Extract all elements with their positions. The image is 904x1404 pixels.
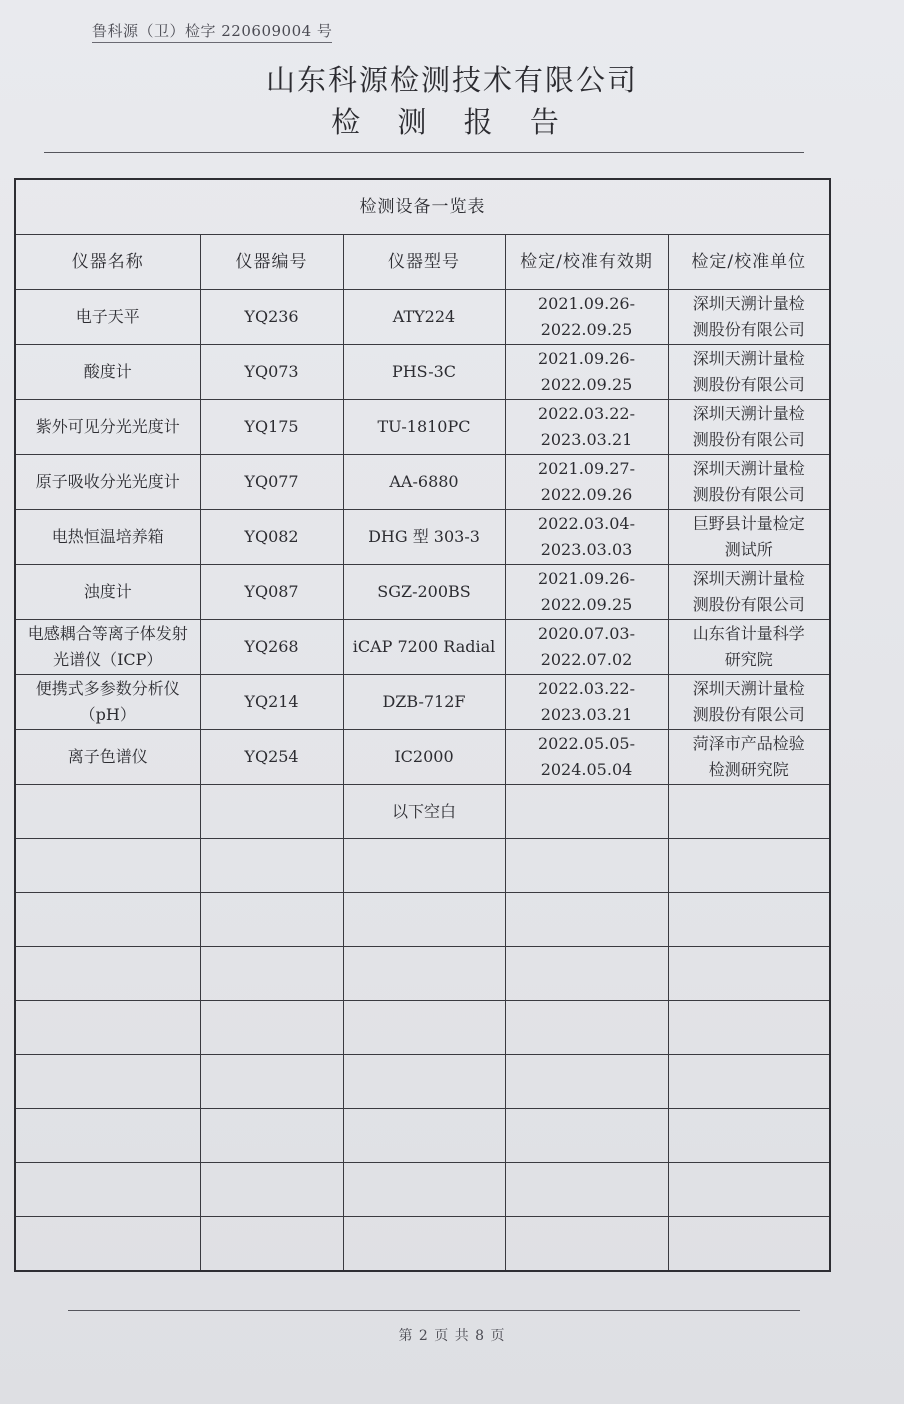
validity-period-cell [505, 290, 668, 345]
instrument-model-cell [343, 620, 505, 675]
instrument-id-cell [200, 510, 343, 565]
instrument-model-cell-text: IC2000 [394, 747, 454, 766]
blank-cell [200, 785, 343, 839]
blank-cell [505, 1055, 668, 1109]
header-divider [44, 152, 804, 153]
column-header: 检定/校准单位 [668, 235, 830, 290]
blank-cell [668, 1109, 830, 1163]
blank-cell [343, 1217, 505, 1272]
blank-cell [200, 1217, 343, 1272]
instrument-name-cell-text: 电子天平 [75, 307, 140, 326]
blank-cell [668, 1001, 830, 1055]
validity-period-cell [505, 510, 668, 565]
blank-cell [668, 839, 830, 893]
blank-cell [668, 1163, 830, 1217]
instrument-model-cell [343, 730, 505, 785]
instrument-name-cell [15, 510, 200, 565]
table-row [15, 510, 830, 565]
blank-cell [505, 1217, 668, 1272]
calibration-unit-cell-text: 巨野县计量检定 [692, 514, 805, 533]
instrument-model-cell [343, 455, 505, 510]
validity-period-cell-text: 2024.05.04 [540, 760, 633, 779]
validity-period-cell-text: 2022.09.26 [540, 485, 633, 504]
validity-period-cell-text: 2023.03.21 [540, 430, 633, 449]
instrument-name-cell-text: 电热恒温培养箱 [51, 527, 164, 546]
validity-period-cell-text: 2020.07.03- [537, 624, 635, 643]
instrument-id-cell [200, 400, 343, 455]
instrument-id-cell-text: YQ254 [244, 747, 299, 766]
validity-period-cell [505, 675, 668, 730]
validity-period-cell-text: 2022.03.22- [537, 679, 635, 698]
instrument-model-cell-text: PHS-3C [391, 362, 457, 381]
blank-cell [505, 839, 668, 893]
validity-period-cell [505, 565, 668, 620]
blank-row [15, 947, 830, 1001]
instrument-id-cell-text: YQ082 [244, 527, 299, 546]
blank-row [15, 839, 830, 893]
blank-cell [200, 893, 343, 947]
blank-cell [505, 1001, 668, 1055]
blank-cell [15, 839, 200, 893]
blank-cell [15, 1163, 200, 1217]
validity-period-cell [505, 400, 668, 455]
instrument-id-cell-text: YQ236 [244, 307, 299, 326]
blank-row [15, 1055, 830, 1109]
calibration-unit-cell-text: 测股份有限公司 [692, 595, 805, 614]
table-row [15, 400, 830, 455]
instrument-model-cell-text: TU-1810PC [377, 417, 471, 436]
instrument-id-cell [200, 675, 343, 730]
calibration-unit-cell-text: 研究院 [724, 650, 773, 669]
blank-cell [15, 785, 200, 839]
instrument-id-cell [200, 565, 343, 620]
column-header: 仪器名称 [15, 235, 200, 290]
instrument-id-cell-text: YQ175 [244, 417, 299, 436]
calibration-unit-cell [668, 400, 830, 455]
blank-row [15, 1217, 830, 1272]
calibration-unit-cell-text: 深圳天溯计量检 [692, 679, 805, 698]
instrument-name-cell-text: 离子色谱仪 [67, 747, 148, 766]
blank-cell [200, 1055, 343, 1109]
validity-period-cell-text: 2022.09.25 [540, 375, 633, 394]
calibration-unit-cell-text: 深圳天溯计量检 [692, 569, 805, 588]
calibration-unit-cell [668, 565, 830, 620]
calibration-unit-cell-text: 测股份有限公司 [692, 705, 805, 724]
footer-divider [68, 1310, 800, 1311]
column-header: 仪器编号 [200, 235, 343, 290]
blank-note: 以下空白 [343, 785, 505, 839]
instrument-name-cell-text: 紫外可见分光光度计 [35, 417, 180, 436]
instrument-name-cell [15, 620, 200, 675]
instrument-id-cell-text: YQ268 [244, 637, 299, 656]
blank-row [15, 1163, 830, 1217]
validity-period-cell-text: 2022.09.25 [540, 320, 633, 339]
instrument-name-cell [15, 345, 200, 400]
instrument-model-cell-text: ATY224 [392, 307, 456, 326]
validity-period-cell [505, 620, 668, 675]
blank-cell [668, 1055, 830, 1109]
blank-cell [15, 1001, 200, 1055]
column-header: 检定/校准有效期 [505, 235, 668, 290]
table-row [15, 345, 830, 400]
blank-cell [505, 893, 668, 947]
table-header-row [15, 235, 830, 290]
calibration-unit-cell-text: 深圳天溯计量检 [692, 459, 805, 478]
instrument-id-cell [200, 290, 343, 345]
blank-cell [668, 947, 830, 1001]
instrument-name-cell-text: 原子吸收分光光度计 [35, 472, 180, 491]
table-row [15, 455, 830, 510]
blank-cell [343, 839, 505, 893]
blank-cell [505, 947, 668, 1001]
blank-cell [343, 947, 505, 1001]
instrument-model-cell [343, 345, 505, 400]
validity-period-cell [505, 345, 668, 400]
instrument-model-cell-text: DHG 型 303-3 [368, 527, 480, 546]
blank-cell [200, 1163, 343, 1217]
validity-period-cell-text: 2023.03.21 [540, 705, 633, 724]
instrument-model-cell [343, 565, 505, 620]
calibration-unit-cell-text: 深圳天溯计量检 [692, 349, 805, 368]
blank-cell [505, 1109, 668, 1163]
calibration-unit-cell-text: 山东省计量科学 [692, 624, 805, 643]
calibration-unit-cell-text: 检测研究院 [708, 760, 789, 779]
instrument-model-cell-text: AA-6880 [389, 472, 459, 491]
instrument-id-cell-text: YQ077 [244, 472, 299, 491]
instrument-model-cell [343, 400, 505, 455]
instrument-name-cell [15, 675, 200, 730]
calibration-unit-cell-text: 测股份有限公司 [692, 430, 805, 449]
calibration-unit-cell-text: 测股份有限公司 [692, 375, 805, 394]
instrument-model-cell-text: SGZ-200BS [377, 582, 471, 601]
calibration-unit-cell-text: 测股份有限公司 [692, 485, 805, 504]
calibration-unit-cell [668, 345, 830, 400]
blank-cell [200, 839, 343, 893]
page-number: 第 2 页 共 8 页 [398, 1328, 506, 1344]
validity-period-cell-text: 2022.09.25 [540, 595, 633, 614]
table-row [15, 290, 830, 345]
blank-cell [343, 1163, 505, 1217]
blank-cell [15, 1109, 200, 1163]
calibration-unit-cell-text: 深圳天溯计量检 [692, 404, 805, 423]
calibration-unit-cell [668, 455, 830, 510]
table-row [15, 675, 830, 730]
validity-period-cell-text: 2022.05.05- [537, 734, 635, 753]
blank-cell [505, 1163, 668, 1217]
validity-period-cell [505, 730, 668, 785]
equipment-table [14, 178, 831, 1272]
calibration-unit-cell-text: 测股份有限公司 [692, 320, 805, 339]
blank-row [15, 893, 830, 947]
blank-cell [343, 1055, 505, 1109]
instrument-name-cell [15, 455, 200, 510]
blank-cell [343, 1109, 505, 1163]
table-row [15, 565, 830, 620]
blank-cell [15, 1055, 200, 1109]
validity-period-cell-text: 2021.09.26- [537, 294, 635, 313]
blank-row [15, 1109, 830, 1163]
instrument-model-cell [343, 290, 505, 345]
validity-period-cell [505, 455, 668, 510]
blank-row [15, 1001, 830, 1055]
document-title: 检 测 报 告 [331, 105, 573, 139]
validity-period-cell-text: 2023.03.03 [540, 540, 633, 559]
validity-period-cell-text: 2021.09.26- [537, 569, 635, 588]
instrument-model-cell [343, 675, 505, 730]
instrument-name-cell-text: 便携式多参数分析仪（pH） [35, 679, 180, 724]
calibration-unit-cell [668, 510, 830, 565]
instrument-model-cell [343, 510, 505, 565]
instrument-name-cell-text: 浊度计 [83, 582, 132, 601]
blank-cell [15, 1217, 200, 1272]
blank-cell [343, 893, 505, 947]
company-name: 山东科源检测技术有限公司 [265, 63, 638, 97]
validity-period-cell-text: 2022.03.04- [537, 514, 635, 533]
blank-cell [505, 785, 668, 839]
instrument-id-cell [200, 345, 343, 400]
instrument-id-cell-text: YQ087 [244, 582, 299, 601]
instrument-id-cell [200, 455, 343, 510]
blank-cell [15, 947, 200, 1001]
instrument-id-cell [200, 620, 343, 675]
instrument-id-cell [200, 730, 343, 785]
instrument-name-cell [15, 565, 200, 620]
calibration-unit-cell [668, 730, 830, 785]
instrument-id-cell-text: YQ214 [244, 692, 299, 711]
blank-cell [15, 893, 200, 947]
column-header: 仪器型号 [343, 235, 505, 290]
blank-cell [343, 1001, 505, 1055]
blank-cell [668, 893, 830, 947]
calibration-unit-cell-text: 测试所 [724, 540, 773, 559]
table-row [15, 620, 830, 675]
calibration-unit-cell [668, 290, 830, 345]
instrument-id-cell-text: YQ073 [244, 362, 299, 381]
validity-period-cell-text: 2022.03.22- [537, 404, 635, 423]
calibration-unit-cell [668, 620, 830, 675]
blank-cell [200, 1001, 343, 1055]
validity-period-cell-text: 2021.09.27- [537, 459, 635, 478]
validity-period-cell-text: 2021.09.26- [537, 349, 635, 368]
blank-cell [668, 785, 830, 839]
instrument-name-cell [15, 290, 200, 345]
calibration-unit-cell-text: 菏泽市产品检验 [692, 734, 805, 753]
table-caption: 检测设备一览表 [15, 179, 830, 235]
instrument-name-cell-text: 电感耦合等离子体发射光谱仪（ICP） [27, 624, 188, 669]
table-row [15, 730, 830, 785]
instrument-model-cell-text: DZB-712F [382, 692, 466, 711]
blank-cell [668, 1217, 830, 1272]
calibration-unit-cell [668, 675, 830, 730]
calibration-unit-cell-text: 深圳天溯计量检 [692, 294, 805, 313]
instrument-name-cell-text: 酸度计 [83, 362, 132, 381]
instrument-name-cell [15, 400, 200, 455]
validity-period-cell-text: 2022.07.02 [540, 650, 633, 669]
instrument-model-cell-text: iCAP 7200 Radial [352, 637, 496, 656]
blank-row [15, 785, 830, 839]
instrument-name-cell [15, 730, 200, 785]
blank-cell [200, 1109, 343, 1163]
blank-cell [200, 947, 343, 1001]
report-number: 鲁科源（卫）检字 220609004 号 [92, 20, 332, 43]
